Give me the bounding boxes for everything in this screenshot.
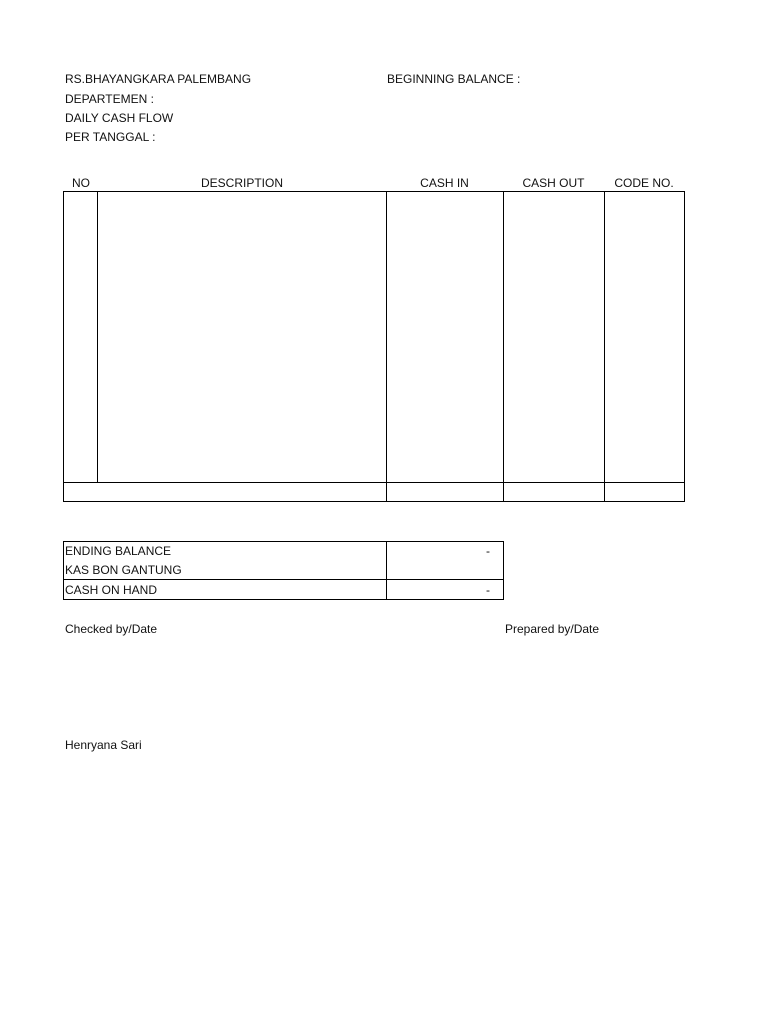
cash-on-hand-label: CASH ON HAND (65, 583, 158, 597)
summary-row-divider (63, 579, 504, 580)
ending-balance-label: ENDING BALANCE (65, 544, 172, 558)
cash-on-hand-value: - (486, 583, 490, 597)
column-header-no: NO (72, 176, 90, 190)
beginning-balance-label: BEGINNING BALANCE : (387, 72, 521, 86)
department-label: DEPARTEMEN : (65, 92, 154, 106)
ending-balance-value: - (486, 544, 490, 558)
cash-flow-table (63, 191, 685, 502)
column-header-cash-out: CASH OUT (522, 176, 585, 190)
summary-column-divider (386, 541, 387, 600)
cash-out-column-divider (604, 191, 605, 502)
checked-by-name: Henryana Sari (65, 738, 142, 752)
checked-by-label: Checked by/Date (65, 622, 158, 636)
report-title: DAILY CASH FLOW (65, 111, 174, 125)
date-label: PER TANGGAL : (65, 130, 156, 144)
column-header-cash-in: CASH IN (420, 176, 469, 190)
hospital-name: RS.BHAYANGKARA PALEMBANG (65, 72, 252, 86)
total-row-divider (63, 482, 685, 483)
description-column-divider (386, 191, 387, 502)
kas-bon-gantung-label: KAS BON GANTUNG (65, 563, 182, 577)
prepared-by-label: Prepared by/Date (505, 622, 600, 636)
column-header-description: DESCRIPTION (200, 176, 283, 190)
no-column-divider (97, 191, 98, 483)
column-header-code-no: CODE NO. (614, 176, 674, 190)
cash-in-column-divider (503, 191, 504, 502)
